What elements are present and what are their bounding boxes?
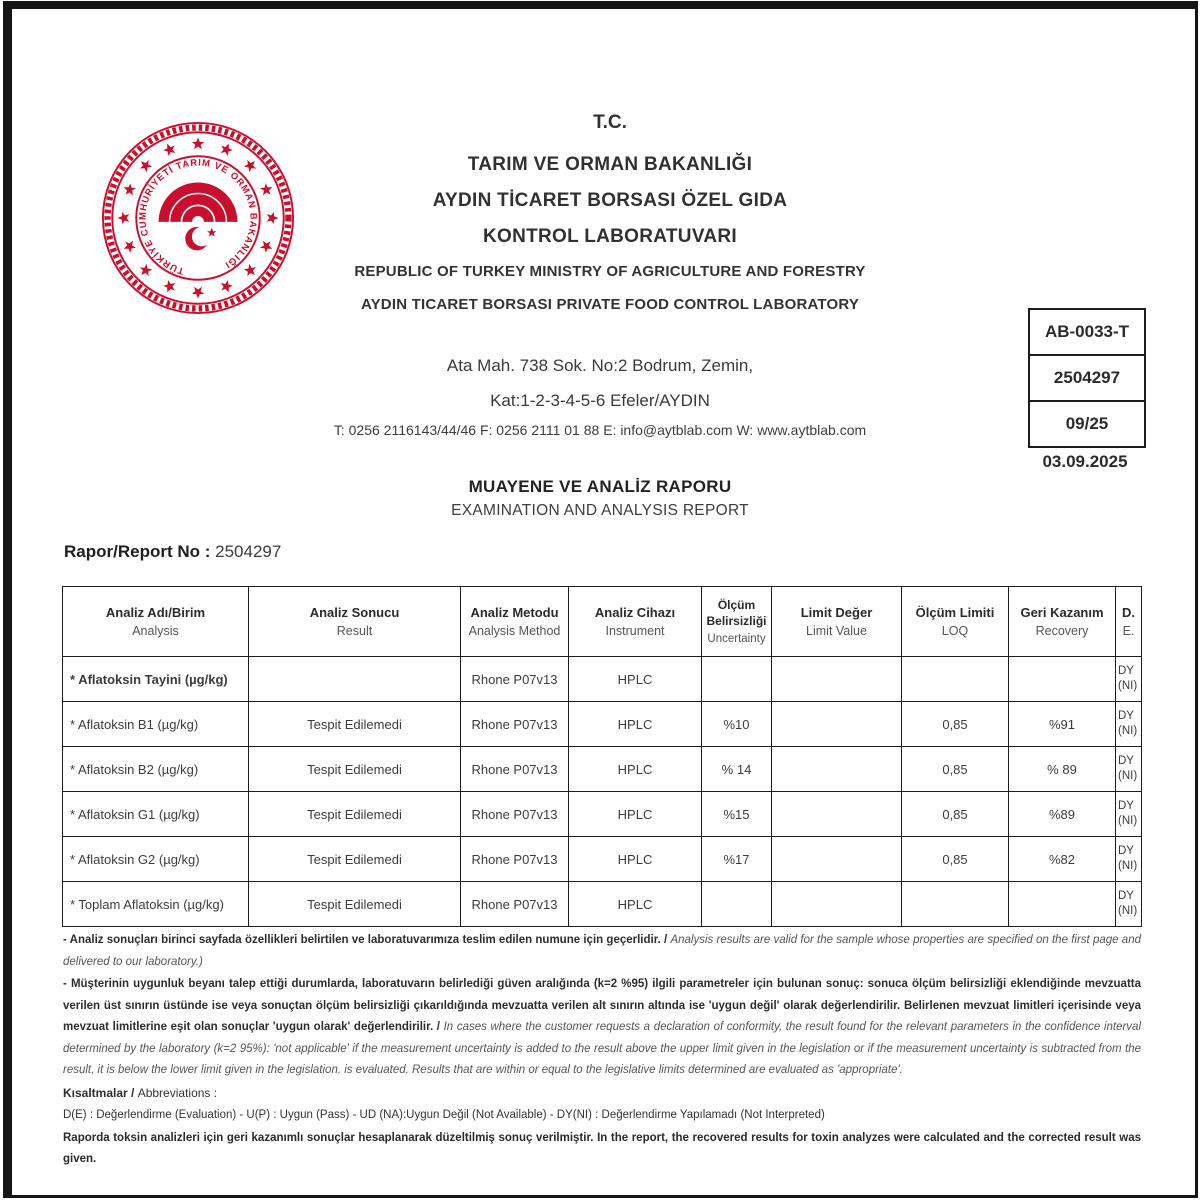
cell-name: * Aflatoksin G2 (µg/kg) xyxy=(63,837,249,882)
cell-limit xyxy=(772,882,902,927)
cell-instrument: HPLC xyxy=(569,882,702,927)
cell-de-top: DY xyxy=(1118,755,1134,767)
abbreviations-line: D(E) : Değerlendirme (Evaluation) - U(P) : Uygun (Pass) - UD (NA):Uygun Değil (Not Available) - DY(NI) : Değerlendirme Yapılamadı (Not Interpreted) xyxy=(63,1109,825,1121)
col-limit-en: Limit Value xyxy=(806,623,867,638)
cell-recovery: %82 xyxy=(1009,837,1116,882)
cell-method: Rhone P07v13 xyxy=(461,837,569,882)
cell-de-top: DY xyxy=(1118,710,1134,722)
ministry-emblem-icon xyxy=(100,120,296,316)
cell-de-bottom: (NI) xyxy=(1118,770,1138,782)
cell-recovery: % 89 xyxy=(1009,747,1116,792)
cell-limit xyxy=(772,657,902,702)
cell-limit xyxy=(772,747,902,792)
table-header xyxy=(63,587,1142,657)
col-analysis-tr: Analiz Adı/Birim xyxy=(105,604,206,620)
col-uncertainty-en: Uncertainty xyxy=(707,632,766,645)
cell-uncertainty: %15 xyxy=(702,792,772,837)
cell-recovery: %91 xyxy=(1009,702,1116,747)
report-title-tr: MUAYENE VE ANALİZ RAPORU xyxy=(468,477,732,496)
cell-de xyxy=(1116,702,1142,747)
title-ministry-en: REPUBLIC OF TURKEY MINISTRY OF AGRICULTURE AND FORESTRY xyxy=(354,263,866,280)
cell-de-top: DY xyxy=(1118,845,1134,857)
table-row-aflatoksin-g2 xyxy=(63,837,1142,882)
cell-limit xyxy=(772,837,902,882)
col-loq xyxy=(902,587,1009,657)
cell-result: Tespit Edilemedi xyxy=(249,882,461,927)
cell-recovery: %89 xyxy=(1009,792,1116,837)
col-recovery-en: Recovery xyxy=(1035,623,1089,638)
table-body xyxy=(63,657,1142,927)
cell-loq: 0,85 xyxy=(902,747,1009,792)
col-result xyxy=(249,587,461,657)
table-row-toplam-aflatoksin xyxy=(63,882,1142,927)
cell-recovery xyxy=(1009,882,1116,927)
cell-de-top: DY xyxy=(1118,890,1134,902)
cell-name: * Aflatoksin B2 (µg/kg) xyxy=(63,747,249,792)
cell-loq: 0,85 xyxy=(902,702,1009,747)
note-conformity xyxy=(63,974,1141,1082)
accreditation-no-box: AB-0033-T xyxy=(1030,310,1144,356)
cell-method: Rhone P07v13 xyxy=(461,657,569,702)
cell-de xyxy=(1116,747,1142,792)
report-no-box: 2504297 xyxy=(1030,356,1144,402)
title-ministry-tr: TARIM VE ORMAN BAKANLIĞI xyxy=(467,154,753,175)
col-method xyxy=(461,587,569,657)
cell-result: Tespit Edilemedi xyxy=(249,837,461,882)
report-title-block xyxy=(300,477,900,520)
note-conformity-en: In cases where the customer requests a declaration of conformity, the result found for the relevant parameters in the confidence interval determined by the laboratory (k=2 95%): 'not applicable' if the measurement uncertainty is added to the result above the upper limit given in the legislation or if the measurement uncertainty is subtracted from the result, it is below the lower limit given in the legislation. is evaluated. Results that are within or equal to the legislative limits determined are evaluated as 'appropriate'. xyxy=(63,1021,1141,1076)
cell-method: Rhone P07v13 xyxy=(461,882,569,927)
cell-de-bottom: (NI) xyxy=(1118,860,1138,872)
cell-de-top: DY xyxy=(1118,800,1134,812)
cell-recovery xyxy=(1009,657,1116,702)
col-result-tr: Analiz Sonucu xyxy=(309,604,400,620)
table-row-aflatoksin-g1 xyxy=(63,792,1142,837)
address-block xyxy=(290,348,910,438)
table-row-aflatoksin-b1 xyxy=(63,702,1142,747)
note-validity-en: Analysis results are valid for the sample whose properties are specified on the first page and delivered to our laboratory.) xyxy=(63,934,1141,968)
cell-uncertainty: %17 xyxy=(702,837,772,882)
address-line-1: Ata Mah. 738 Sok. No:2 Bodrum, Zemin, xyxy=(446,356,754,375)
cell-uncertainty xyxy=(702,657,772,702)
col-analysis xyxy=(63,587,249,657)
col-method-tr: Analiz Metodu xyxy=(470,604,559,620)
report-number-label: Rapor/Report No : xyxy=(64,542,211,561)
cell-de-top: DY xyxy=(1118,665,1134,677)
cell-result xyxy=(249,657,461,702)
title-org-tr-2: KONTROL LABORATUVARI xyxy=(482,226,738,247)
note-validity xyxy=(63,930,1141,973)
cell-result: Tespit Edilemedi xyxy=(249,702,461,747)
table-row-aflatoksin-b2 xyxy=(63,747,1142,792)
col-loq-en: LOQ xyxy=(941,623,969,638)
title-org-en: AYDIN TICARET BORSASI PRIVATE FOOD CONTROL LABORATORY xyxy=(360,296,860,313)
ministry-emblem-logo xyxy=(100,120,296,316)
col-instrument-tr: Analiz Cihazı xyxy=(594,604,676,620)
col-loq-tr: Ölçüm Limiti xyxy=(915,604,995,620)
reference-boxes xyxy=(1028,308,1146,448)
cell-de xyxy=(1116,882,1142,927)
cell-de-bottom: (NI) xyxy=(1118,905,1138,917)
cell-result: Tespit Edilemedi xyxy=(249,792,461,837)
cell-name: * Aflatoksin B1 (µg/kg) xyxy=(63,702,249,747)
cell-instrument: HPLC xyxy=(569,657,702,702)
col-recovery xyxy=(1009,587,1116,657)
cell-instrument: HPLC xyxy=(569,702,702,747)
title-tc: T.C. xyxy=(593,112,627,133)
col-de-tr: D. xyxy=(1122,604,1135,620)
letterhead xyxy=(300,112,920,321)
table-header-row xyxy=(63,587,1142,657)
cell-limit xyxy=(772,702,902,747)
col-uncertainty-tr: Ölçüm Belirsizliği xyxy=(706,597,767,628)
title-org-tr-1: AYDIN TİCARET BORSASI ÖZEL GIDA xyxy=(432,190,788,211)
cell-uncertainty xyxy=(702,882,772,927)
crescent-star-icon xyxy=(185,227,216,251)
note-validity-tr: - Analiz sonuçları birinci sayfada özellikleri belirtilen ve laboratuvarımıza teslim edilen numune için geçerlidir. / xyxy=(63,934,671,946)
report-title-en: EXAMINATION AND ANALYSIS REPORT xyxy=(451,502,749,519)
cell-uncertainty: % 14 xyxy=(702,747,772,792)
col-method-en: Analysis Method xyxy=(468,623,561,638)
cell-name: * Aflatoksin Tayini (µg/kg) xyxy=(63,657,249,702)
col-limit-tr: Limit Değer xyxy=(800,604,873,620)
cell-instrument: HPLC xyxy=(569,747,702,792)
cell-method: Rhone P07v13 xyxy=(461,702,569,747)
col-recovery-tr: Geri Kazanım xyxy=(1020,604,1104,620)
cell-method: Rhone P07v13 xyxy=(461,747,569,792)
abbreviations-title-en: Abbreviations : xyxy=(137,1085,218,1100)
cell-de-bottom: (NI) xyxy=(1118,680,1138,692)
cell-loq: 0,85 xyxy=(902,792,1009,837)
cell-limit xyxy=(772,792,902,837)
cell-instrument: HPLC xyxy=(569,792,702,837)
cell-instrument: HPLC xyxy=(569,837,702,882)
col-de xyxy=(1116,587,1142,657)
cell-de-bottom: (NI) xyxy=(1118,725,1138,737)
contact-line: T: 0256 2116143/44/46 F: 0256 2111 01 88 E: info@aytblab.com W: www.aytblab.com xyxy=(333,422,867,438)
cell-result: Tespit Edilemedi xyxy=(249,747,461,792)
col-limit xyxy=(772,587,902,657)
abbreviations-title xyxy=(63,1083,1141,1105)
cell-method: Rhone P07v13 xyxy=(461,792,569,837)
cell-de xyxy=(1116,657,1142,702)
col-instrument xyxy=(569,587,702,657)
table-row-aflatoksin-tayini xyxy=(63,657,1142,702)
analysis-table xyxy=(62,586,1142,927)
cell-name: * Aflatoksin G1 (µg/kg) xyxy=(63,792,249,837)
col-de-en: E. xyxy=(1122,623,1135,638)
note-conformity-tr: - Müşterinin uygunluk beyanı talep ettiği durumlarda, laboratuvarın belirlediği güven aralığında (k=2 %95) ilgili parametreler için bulunan sonuç: sonuca ölçüm belirsizliği eklendiğinde mevzuatta verilen üst sınırın üstünde ise veya sonuçtan ölçüm belirsizliği çıkarıldığında mevzuatta verilen alt sınırın altında ise 'uygun değil' olarak değerlendirilir. Belirlenen mevzuat limitleri içerisinde veya mevzuat limitlerine eşit olan sonuçlar 'uygun olarak' değerlendirilir. / xyxy=(63,978,1141,1033)
recovery-note: Raporda toksin analizleri için geri kazanımlı sonuçlar hesaplanarak düzeltilmiş sonuç verilmiştir. In the report, the recovered results for toxin analyzes were calculated and the corrected result was given. xyxy=(63,1131,1141,1165)
logo-center-arcs xyxy=(164,188,233,222)
address-line-2: Kat:1-2-3-4-5-6 Efeler/AYDIN xyxy=(490,391,710,410)
col-result-en: Result xyxy=(336,623,373,638)
report-date: 03.09.2025 xyxy=(1042,452,1128,471)
col-analysis-en: Analysis xyxy=(132,623,179,638)
cell-loq: 0,85 xyxy=(902,837,1009,882)
period-box: 09/25 xyxy=(1065,414,1109,433)
col-uncertainty xyxy=(702,587,772,657)
report-number-line xyxy=(64,542,281,562)
abbreviations-title-tr: Kısaltmalar / xyxy=(63,1085,138,1100)
cell-de-bottom: (NI) xyxy=(1118,815,1138,827)
cell-loq xyxy=(902,882,1009,927)
cell-uncertainty: %10 xyxy=(702,702,772,747)
footer-notes xyxy=(63,930,1141,1172)
cell-name: * Toplam Aflatoksin (µg/kg) xyxy=(63,882,249,927)
cell-de xyxy=(1116,837,1142,882)
col-instrument-en: Instrument xyxy=(605,623,665,638)
cell-loq xyxy=(902,657,1009,702)
report-number-value: 2504297 xyxy=(215,542,282,561)
logo-ring-text: TÜRKİYE CUMHURİYETİ TARIM VE ORMAN BAKANLIĞI xyxy=(136,156,260,278)
cell-de xyxy=(1116,792,1142,837)
